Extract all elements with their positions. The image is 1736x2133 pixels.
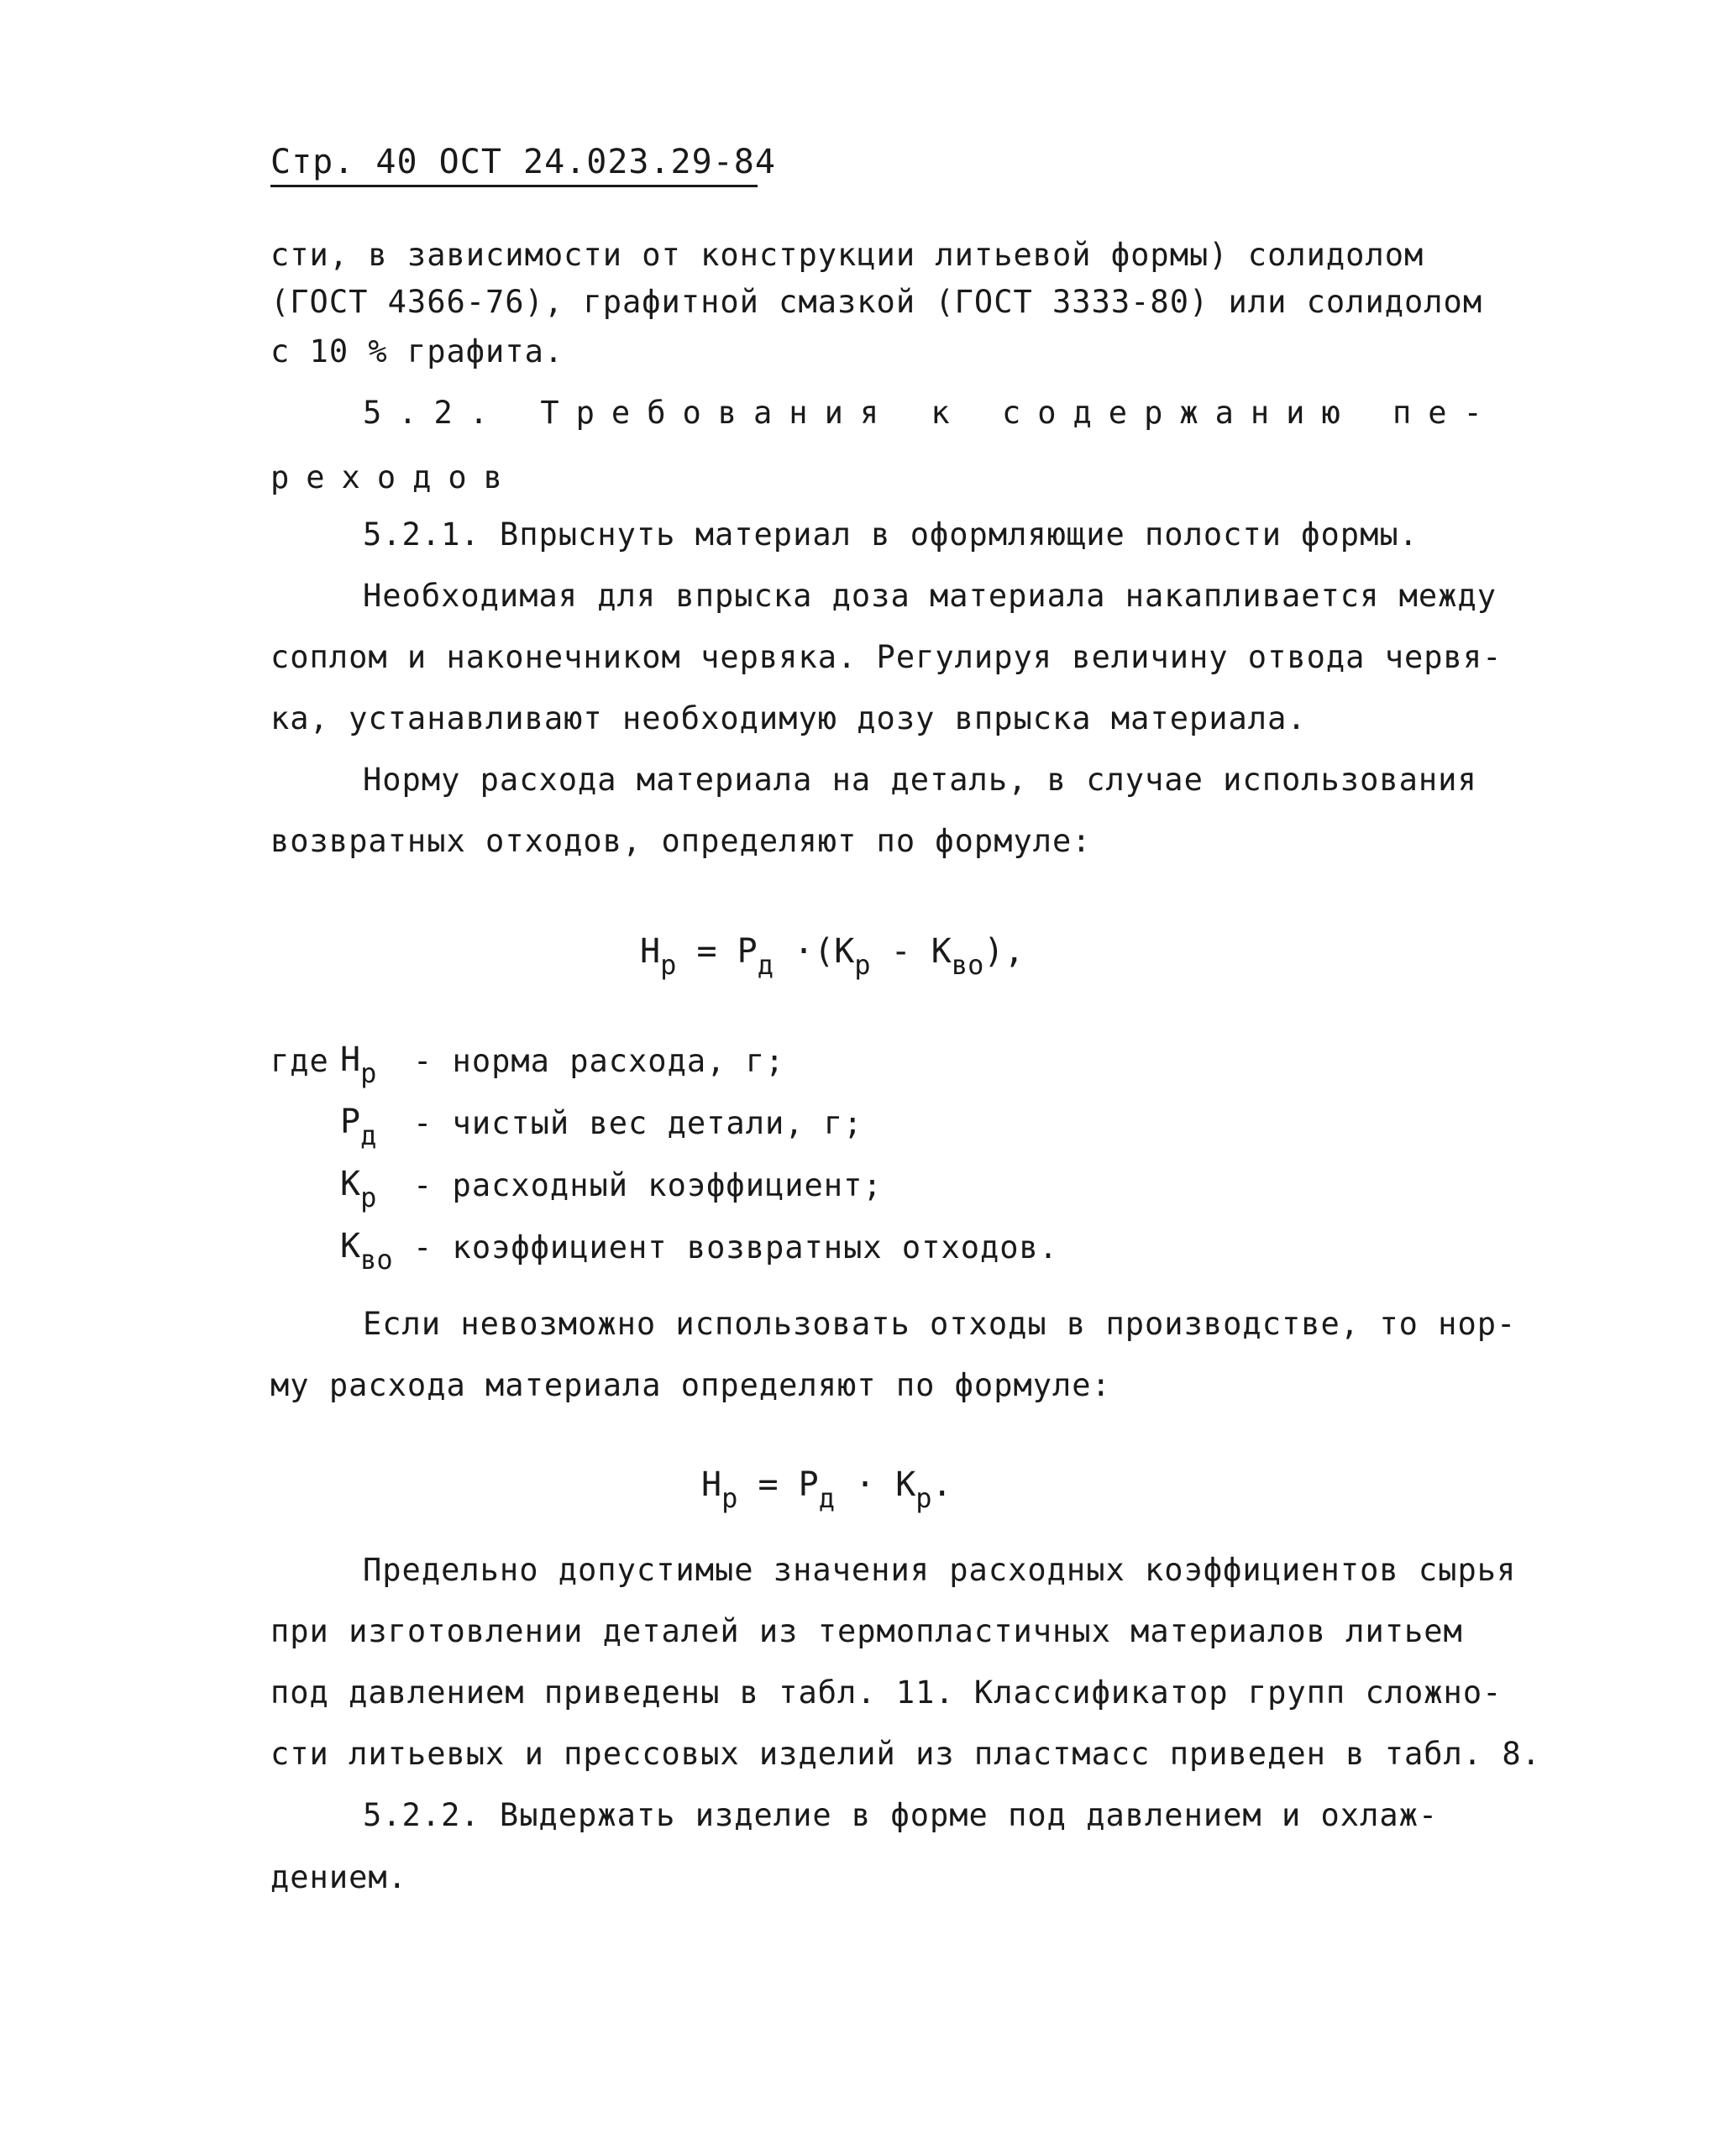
paragraph-line: Необходимая для впрыска доза материала накапливается между (363, 578, 1497, 614)
formula-operator: = (676, 932, 737, 971)
formula-consumption-with-returns (640, 928, 1025, 981)
formula-term: Р (798, 1465, 819, 1504)
definition-symbol-letter: Н (340, 1040, 361, 1079)
paragraph-line: Норму расхода материала на деталь, в случае использования (363, 762, 1477, 798)
paragraph-line: му расхода материала определяют по формуле: (270, 1367, 1111, 1403)
formula-subscript: д (818, 1482, 835, 1514)
definition-symbol-subscript: р (360, 1182, 377, 1213)
formula-term: Н (701, 1465, 722, 1504)
formula-operator: = (737, 1465, 799, 1504)
paragraph-line: возвратных отходов, определяют по формуле: (270, 823, 1092, 859)
paragraph-line: Предельно допустимые значения расходных коэффициентов сырья (363, 1552, 1517, 1588)
formula-term: - К (870, 932, 952, 971)
paragraph-line: под давлением приведены в табл. 11. Классификатор групп сложно- (270, 1674, 1503, 1711)
formula-consumption-no-returns (701, 1461, 952, 1514)
formula-subscript: р (915, 1482, 932, 1514)
formula-subscript: р (660, 949, 677, 981)
definition-symbol-subscript: во (360, 1244, 393, 1276)
formula-term: ), (983, 932, 1025, 971)
definition-symbol (340, 1226, 393, 1276)
definition-symbol-subscript: д (360, 1119, 377, 1151)
definition-symbol (340, 1040, 377, 1089)
definition-text: - расходный коэффициент; (413, 1167, 883, 1203)
definition-symbol (340, 1102, 377, 1151)
formula-term: Н (640, 932, 661, 971)
paragraph-line: сти, в зависимости от конструкции литьевой формы) солидолом (270, 237, 1424, 273)
subsection-heading: 5.2.2. Выдержать изделие в форме под давлением и охлаж- (363, 1797, 1439, 1833)
paragraph-line: соплом и наконечником червяка. Регулируя величину отвода червя- (270, 639, 1503, 675)
definition-symbol-letter: К (340, 1227, 361, 1266)
formula-term: · К (834, 1465, 916, 1504)
formula-subscript: р (854, 949, 871, 981)
paragraph-line: с 10 % графита. (270, 333, 564, 369)
formula-subscript: д (757, 949, 774, 981)
formula-term: Р (737, 932, 758, 971)
formula-subscript: р (721, 1482, 738, 1514)
section-heading: 5.2. Требования к содержанию пе- (363, 395, 1499, 431)
definition-symbol-letter: Р (340, 1103, 361, 1141)
definition-text: - коэффициент возвратных отходов. (413, 1229, 1059, 1266)
paragraph-line: сти литьевых и прессовых изделий из пластмасс приведен в табл. 8. (270, 1736, 1541, 1772)
paragraph-line: ка, устанавливают необходимую дозу впрыска материала. (270, 700, 1307, 736)
subsection-heading: 5.2.1. Впрыснуть материал в оформляющие полости формы. (363, 516, 1419, 553)
definitions-where: где (270, 1043, 329, 1079)
definition-symbol (340, 1164, 377, 1213)
formula-term: . (931, 1465, 952, 1504)
definition-text: - норма расхода, г; (413, 1043, 785, 1079)
section-heading: реходов (270, 459, 519, 495)
paragraph-line: Если невозможно использовать отходы в производстве, то нор- (363, 1306, 1517, 1342)
header-underline (270, 185, 758, 187)
formula-term: ·(К (773, 932, 855, 971)
definition-symbol-letter: К (340, 1165, 361, 1203)
formula-subscript: во (951, 949, 984, 981)
paragraph-line: при изготовлении деталей из термопластичных материалов литьем (270, 1613, 1463, 1649)
paragraph-line: (ГОСТ 4366-76), графитной смазкой (ГОСТ 3333-80) или солидолом (270, 284, 1483, 320)
paragraph-line: дением. (270, 1859, 407, 1895)
page-header: Стр. 40 ОСТ 24.023.29-84 (270, 143, 776, 181)
definition-symbol-subscript: р (360, 1057, 377, 1089)
definition-text: - чистый вес детали, г; (413, 1105, 863, 1141)
